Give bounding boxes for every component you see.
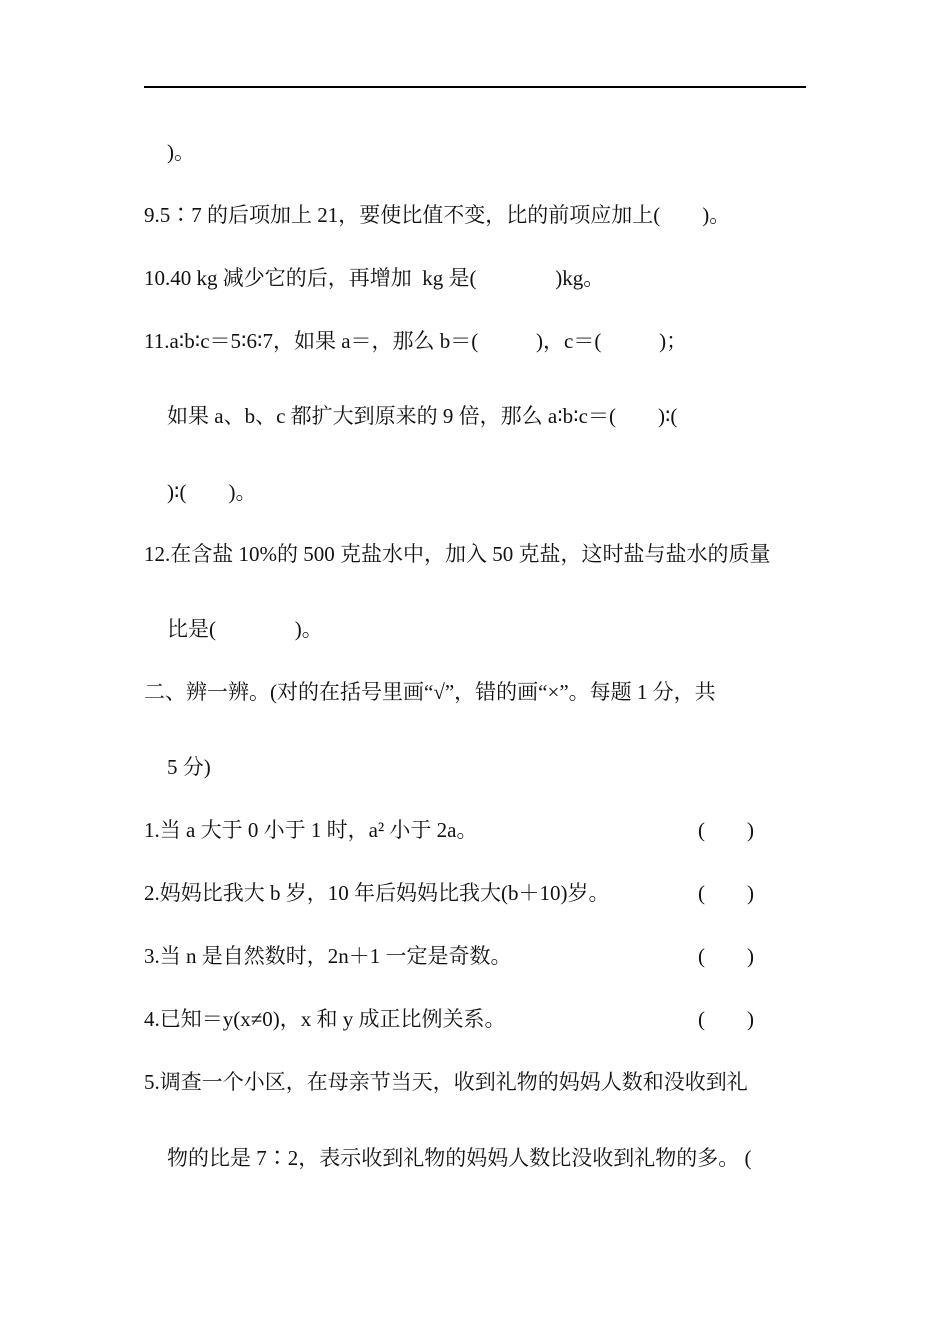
judge-item-4: 4.已知＝y(x≠0)，x 和 y 成正比例关系。	[144, 1007, 506, 1031]
question-11: 11.a∶b∶c＝5∶6∶7，如果 a＝，那么 b＝( )，c＝( )；	[144, 329, 688, 353]
section-heading: 二、辨一辨。(对的在括号里画“√”，错的画“×”。每题 1 分，共	[144, 680, 716, 704]
answer-bracket[interactable]: ( )	[698, 944, 754, 968]
question-12: 12.在含盐 10%的 500 克盐水中，加入 50 克盐，这时盐与盐水的质量	[144, 542, 771, 566]
question-12-cont: 比是( )。	[167, 617, 323, 641]
answer-bracket[interactable]: ( )	[698, 1007, 754, 1031]
question-11-cont: )∶( )。	[167, 480, 257, 504]
judge-item-3: 3.当 n 是自然数时，2n＋1 一定是奇数。	[144, 944, 512, 968]
header-rule	[144, 86, 806, 88]
question-11-cont: 如果 a、b、c 都扩大到原来的 9 倍，那么 a∶b∶c＝( )∶(	[167, 404, 678, 428]
section-heading-cont: 5 分)	[167, 755, 211, 779]
judge-item-2: 2.妈妈比我大 b 岁，10 年后妈妈比我大(b＋10)岁。	[144, 881, 610, 905]
judge-item-5-cont: 物的比是 7∶2，表示收到礼物的妈妈人数比没收到礼物的多。 (	[167, 1146, 752, 1170]
judge-item-1: 1.当 a 大于 0 小于 1 时，a² 小于 2a。	[144, 818, 478, 842]
question-10: 10.40 kg 减少它的后，再增加 kg 是( )kg。	[144, 266, 605, 290]
answer-bracket[interactable]: ( )	[698, 818, 754, 842]
question-9: 9.5∶7 的后项加上 21，要使比值不变，比的前项应加上( )。	[144, 203, 731, 227]
answer-bracket[interactable]: ( )	[698, 881, 754, 905]
text-line: )。	[167, 140, 195, 164]
judge-item-5: 5.调查一个小区，在母亲节当天，收到礼物的妈妈人数和没收到礼	[144, 1070, 748, 1094]
